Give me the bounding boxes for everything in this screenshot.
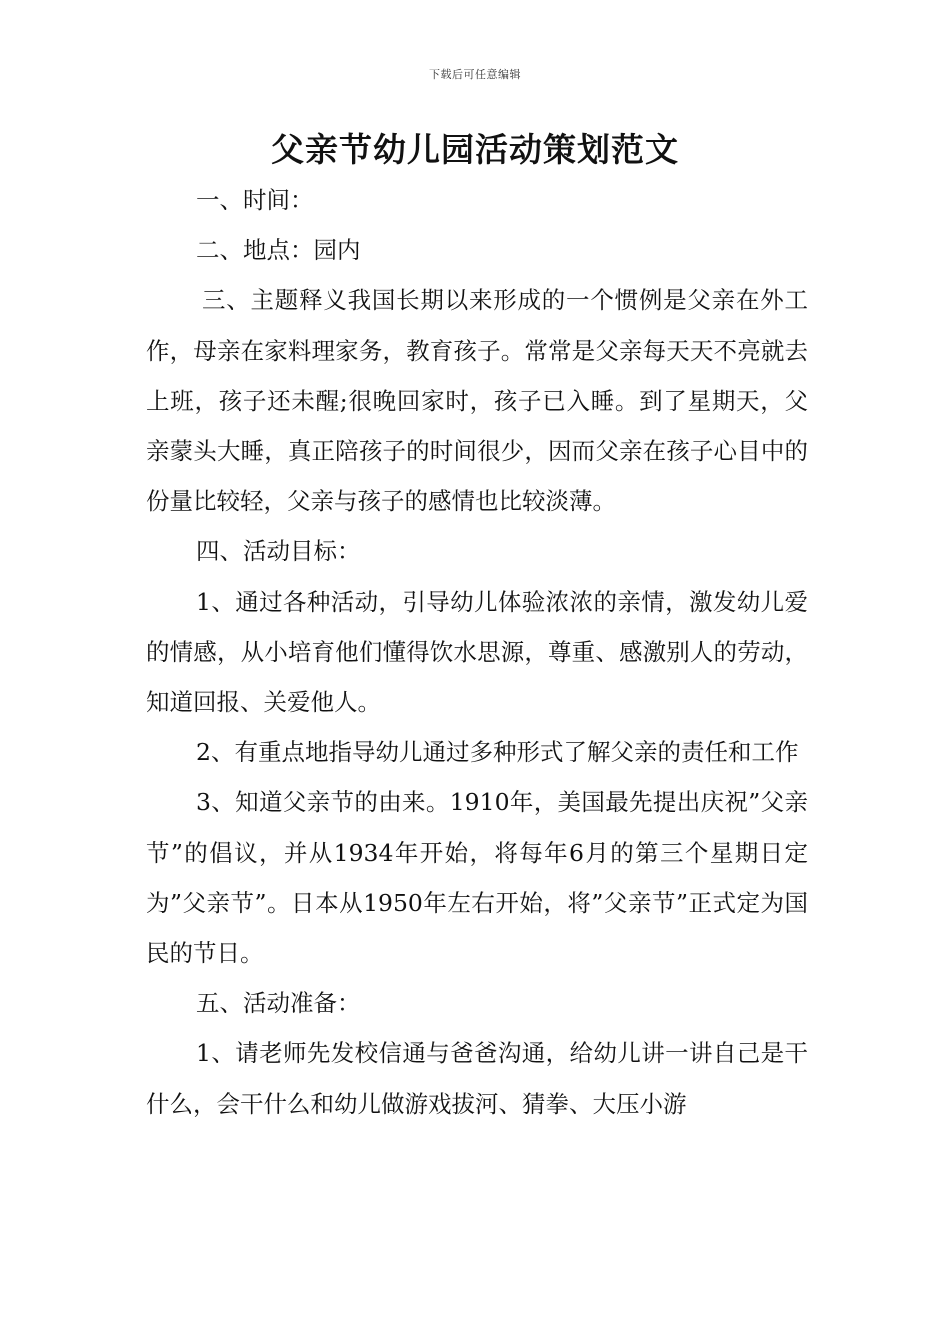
paragraph-goals-heading: 四、活动目标： — [196, 537, 361, 566]
paragraph-preparation-heading: 五、活动准备： — [196, 989, 361, 1018]
document-body — [146, 175, 808, 1129]
paragraph-goal-3: 3、知道父亲节的由来。1910年，美国最先提出庆祝”父亲节”的倡议，并从1934年开始，将每年6月的第三个星期日定为”父亲节”。日本从1950年左右开始，将”父亲节”正式定为国民的节日。 — [146, 788, 808, 968]
paragraph-time: 一、时间： — [196, 186, 314, 214]
paragraph-preparation-1: 1、请老师先发校信通与爸爸沟通，给幼儿讲一讲自己是干什么，会干什么和幼儿做游戏拔河、猜拳、大压小游 — [146, 1039, 808, 1118]
paragraph-goal-2: 2、有重点地指导幼儿通过多种形式了解父亲的责任和工作 — [196, 738, 799, 767]
header-note: 下载后可任意编辑 — [429, 68, 521, 81]
document-title: 父亲节幼儿园活动策划范文 — [271, 130, 679, 169]
paragraph-location: 二、地点：园内 — [196, 236, 361, 265]
paragraph-theme: 三、主题释义我国长期以来形成的一个惯例是父亲在外工作，母亲在家料理家务，教育孩子。常常是父亲每天天不亮就去上班，孩子还未醒;很晚回家时，孩子已入睡。到了星期天，父亲蒙头大睡，真正陪孩子的时间很少，因而父亲在孩子心目中的份量比较轻，父亲与孩子的感情也比较淡薄。 — [146, 286, 808, 516]
paragraph-goal-1: 1、通过各种活动，引导幼儿体验浓浓的亲情，激发幼儿爱的情感，从小培育他们懂得饮水思源，尊重、感激别人的劳动，知道回报、关爱他人。 — [146, 587, 808, 717]
